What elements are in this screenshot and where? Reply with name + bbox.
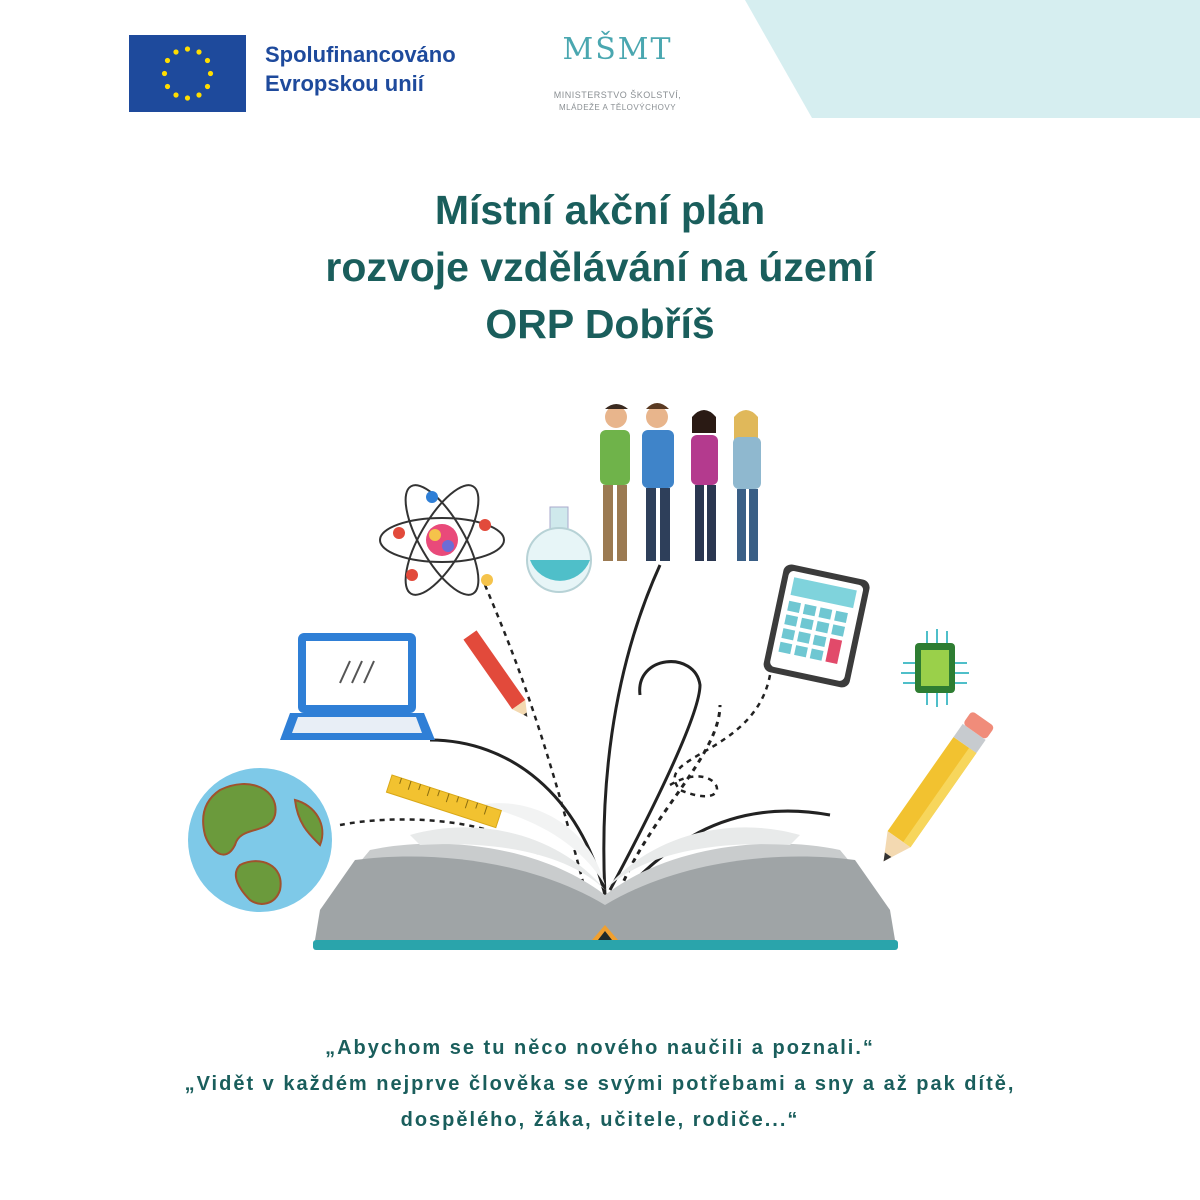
msmt-monogram: MŠMT	[562, 32, 673, 67]
students-icon	[600, 403, 761, 561]
title-line3: ORP Dobříš	[485, 301, 715, 347]
education-illustration	[180, 395, 1020, 965]
quote-text	[0, 1030, 1200, 1138]
globe-icon	[188, 768, 332, 912]
atom-icon	[380, 475, 504, 604]
quote-line1: „Abychom se tu něco nového naučili a poznali.“	[325, 1037, 875, 1059]
eu-flag-icon	[129, 35, 246, 112]
eu-text-line1: Spolufinancováno	[265, 42, 456, 67]
eu-cofinance-text	[265, 40, 456, 98]
flask-icon	[527, 507, 591, 592]
title-line2: rozvoje vzdělávání na území	[325, 244, 875, 290]
quote-line2: „Vidět v každém nejprve člověka se svými potřebami a sny a až pak dítě,	[184, 1073, 1016, 1095]
msmt-subtitle-line1: MINISTERSTVO ŠKOLSTVÍ,	[553, 90, 682, 100]
msmt-logo	[530, 32, 705, 122]
eu-text-line2: Evropskou unií	[265, 71, 424, 96]
title-line1: Místní akční plán	[434, 187, 766, 233]
page-title	[0, 182, 1200, 353]
header	[0, 0, 1200, 130]
quote-line3: dospělého, žáka, učitele, rodiče...“	[400, 1109, 800, 1131]
red-pencil-icon	[463, 630, 533, 721]
pencil-icon	[872, 711, 995, 870]
chip-icon	[901, 629, 969, 707]
msmt-subtitle-line2: MLÁDEŽE A TĚLOVÝCHOVY	[558, 103, 677, 112]
calculator-icon	[762, 563, 871, 689]
laptop-icon	[280, 633, 435, 740]
